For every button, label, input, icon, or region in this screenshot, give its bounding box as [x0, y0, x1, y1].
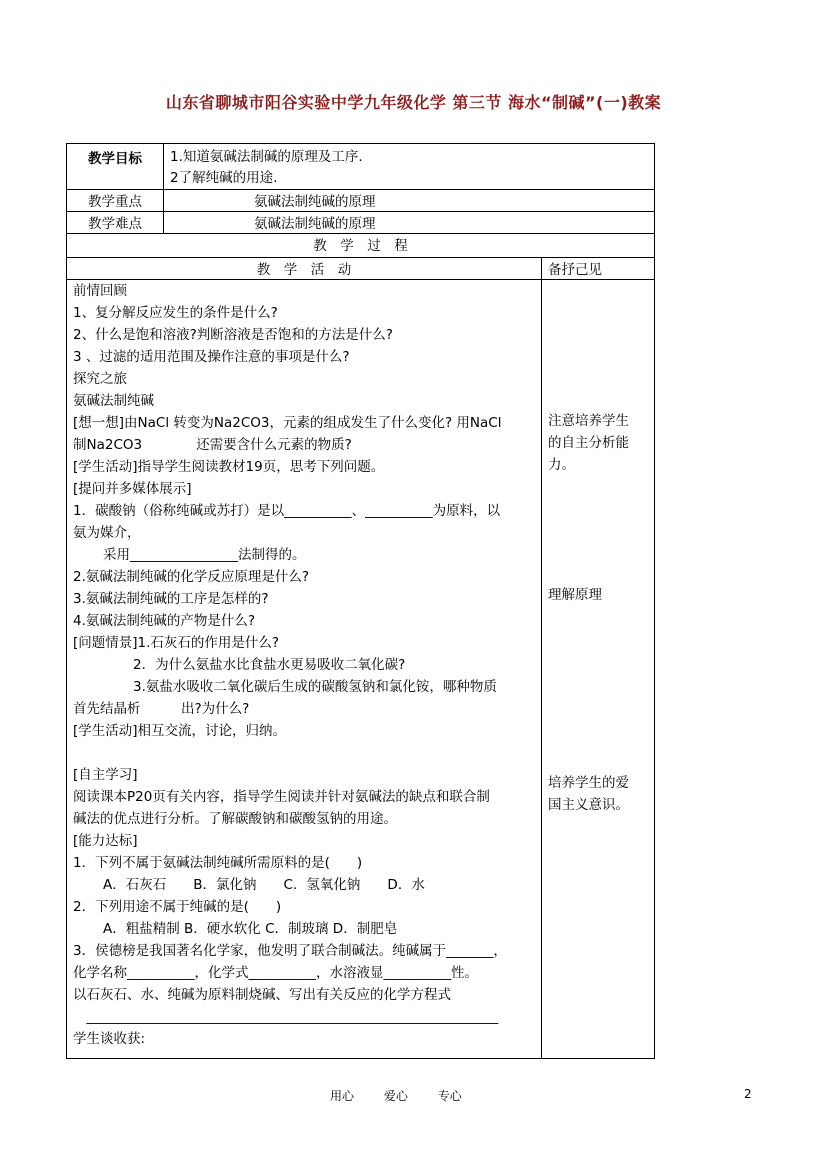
- line: 2.氨碱法制纯碱的化学反应原理是什么?: [73, 569, 310, 585]
- line: [自主学习]: [73, 767, 138, 783]
- diff-label: 教学难点: [67, 212, 164, 234]
- line: 氨为媒介，: [73, 525, 141, 541]
- key-label: 教学重点: [67, 190, 164, 212]
- line: 制Na2CO3 还需要含什么元素的物质?: [73, 437, 352, 453]
- line: [学生活动]指导学生阅读教材19页，思考下列问题。: [73, 459, 385, 475]
- line: 阅读课本P20页有关内容，指导学生阅读并针对氨碱法的缺点和联合制: [73, 789, 490, 805]
- line: 2．下列用途不属于纯碱的是( ): [73, 899, 282, 915]
- line: 3.氨盐水吸收二氧化碳后生成的碳酸氢钠和氯化铵，哪种物质: [133, 679, 497, 695]
- line: 学生谈收获:: [73, 1031, 146, 1047]
- line: 3.氨碱法制纯碱的工序是怎样的?: [73, 591, 269, 607]
- goal-label: 教学目标: [67, 144, 164, 190]
- note-2: 理解原理: [548, 587, 602, 603]
- diff-value: [164, 212, 655, 234]
- notes-column: [542, 280, 655, 1059]
- line: 采用________________法制得的。: [103, 547, 306, 563]
- diff-value-text: 氨碱法制纯碱的原理: [254, 216, 376, 232]
- line: 4.氨碱法制纯碱的产物是什么?: [73, 613, 256, 629]
- key-value: [164, 190, 655, 212]
- line: 首先结晶析 出?为什么?: [73, 701, 250, 717]
- line: [提问并多媒体展示]: [73, 481, 192, 497]
- line: 2、什么是饱和溶液?判断溶液是否饱和的方法是什么?: [73, 327, 393, 343]
- note-3a: 培养学生的爱: [548, 775, 629, 791]
- line: [能力达标]: [73, 833, 138, 849]
- footer-b: 爱心: [383, 1089, 408, 1103]
- process-header: 教 学 过 程: [67, 234, 655, 258]
- line: 1、复分解反应发生的条件是什么?: [73, 305, 278, 321]
- page-title: 山东省聊城市阳谷实验中学九年级化学 第三节 海水“制碱”(一)教案: [165, 93, 662, 112]
- line: 以石灰石、水、纯碱为原料制烧碱、写出有关反应的化学方程式: [73, 987, 451, 1003]
- activity-header: 教 学 活 动: [67, 258, 542, 280]
- footer-a: 用心: [330, 1089, 355, 1103]
- line: 1．碳酸钠（俗称纯碱或苏打）是以__________、__________为原料，以: [73, 503, 501, 519]
- line: 3 、过滤的适用范围及操作注意的事项是什么?: [73, 349, 350, 365]
- line: 2．为什么氨盐水比食盐水更易吸收二氧化碳?: [133, 657, 406, 673]
- line: [学生活动]相互交流，讨论，归纳。: [73, 723, 287, 739]
- line: [73, 742, 535, 764]
- note-3b: 国主义意识。: [548, 797, 629, 813]
- line: _____________________________________________________________: [73, 1009, 499, 1025]
- footer: [330, 1087, 488, 1104]
- goal-1: 1.知道氨碱法制碱的原理及工序.: [170, 149, 363, 165]
- line: [问题情景]1.石灰石的作用是什么?: [73, 635, 280, 651]
- line: A．粗盐精制 B．硬水软化 C．制玻璃 D．制肥皂: [103, 921, 398, 937]
- line: [想一想]由NaCl 转变为Na2CO3，元素的组成发生了什么变化? 用NaCl: [73, 415, 502, 431]
- note-1a: 注意培养学生: [548, 413, 629, 429]
- activity-content: [67, 280, 542, 1059]
- line: 氨碱法制纯碱: [73, 393, 154, 409]
- line: 前情回顾: [73, 283, 127, 299]
- line: 化学名称__________，化学式__________，水溶液显__________性。: [73, 965, 478, 981]
- line: A．石灰石 B．氯化钠 C．氢氧化钠 D．水: [103, 877, 425, 893]
- goal-content: [164, 144, 655, 190]
- notes-header: 备抒己见: [542, 258, 655, 280]
- page-number: 2: [744, 1087, 752, 1101]
- lesson-plan-table: [66, 143, 655, 1059]
- footer-c: 专心: [437, 1089, 462, 1103]
- key-value-text: 氨碱法制纯碱的原理: [254, 194, 376, 210]
- note-1c: 力。: [548, 457, 575, 473]
- line: 1．下列不属于氨碱法制纯碱所需原料的是( ): [73, 855, 363, 871]
- goal-2: 2了解纯碱的用途.: [170, 170, 278, 186]
- line: 碱法的优点进行分析。了解碳酸钠和碳酸氢钠的用途。: [73, 811, 397, 827]
- note-1b: 的自主分析能: [548, 435, 629, 451]
- line: 探究之旅: [73, 371, 127, 387]
- line: 3．侯德榜是我国著名化学家，他发明了联合制碱法。纯碱属于_______，: [73, 943, 507, 959]
